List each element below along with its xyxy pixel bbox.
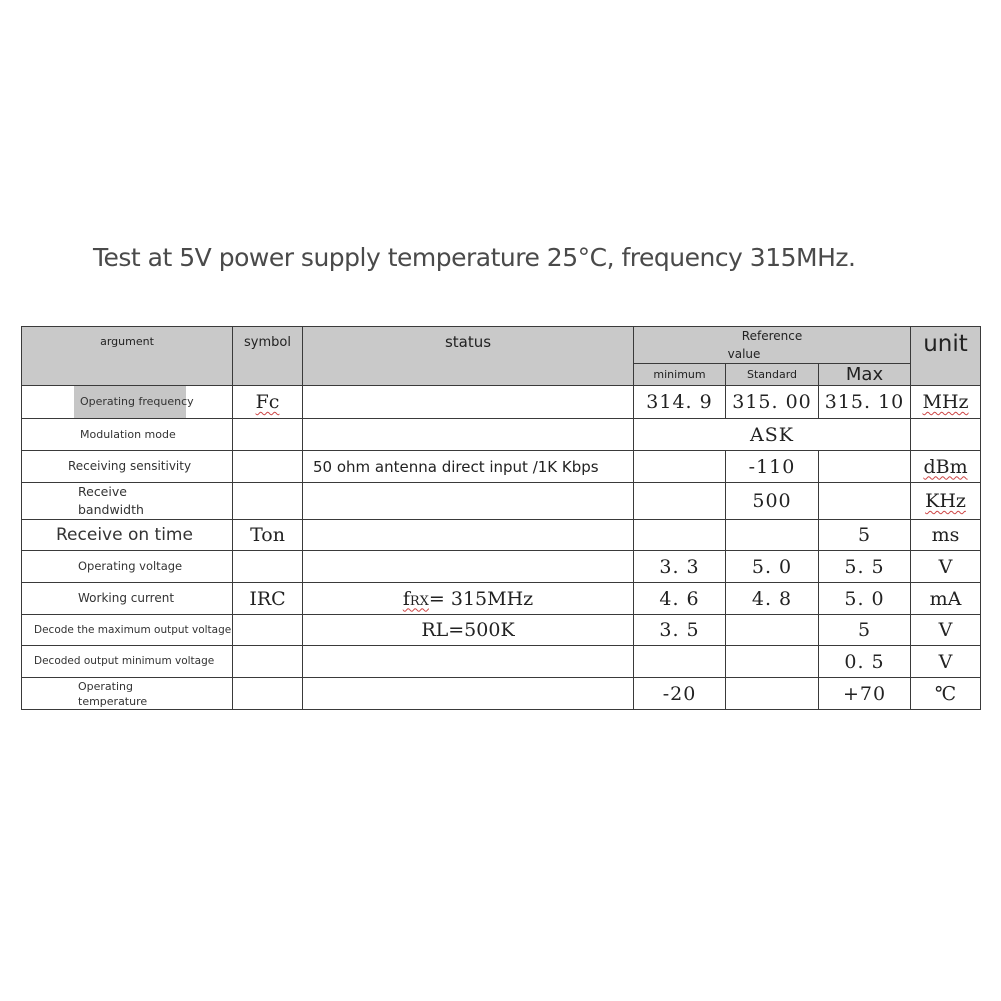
header-argument: argument xyxy=(22,327,233,386)
max-cell: 5 xyxy=(819,520,911,551)
header-minimum: minimum xyxy=(634,364,726,386)
unit-cell xyxy=(911,419,981,451)
header-unit: unit xyxy=(911,327,981,386)
min-cell: -20 xyxy=(634,678,726,710)
symbol-cell: IRC xyxy=(233,583,303,615)
standard-cell: 5. 0 xyxy=(726,551,819,583)
status-cell xyxy=(303,646,634,678)
max-cell: 5. 0 xyxy=(819,583,911,615)
standard-cell: 500 xyxy=(726,483,819,520)
status-cell: RL=500K xyxy=(303,615,634,646)
min-cell xyxy=(634,646,726,678)
min-cell: 4. 6 xyxy=(634,583,726,615)
header-status: status xyxy=(303,327,634,386)
standard-cell: -110 xyxy=(726,451,819,483)
header-max: Max xyxy=(819,364,911,386)
min-cell: 3. 3 xyxy=(634,551,726,583)
status-cell xyxy=(303,483,634,520)
status-cell: 50 ohm antenna direct input /1K Kbps xyxy=(303,451,634,483)
argument-cell: Operating temperature xyxy=(22,678,233,710)
header-row xyxy=(22,327,981,364)
symbol-cell xyxy=(233,451,303,483)
standard-cell: 4. 8 xyxy=(726,583,819,615)
min-cell xyxy=(634,520,726,551)
max-cell: +70 xyxy=(819,678,911,710)
max-cell: 5 xyxy=(819,615,911,646)
spec-table xyxy=(21,326,981,710)
symbol-cell: Fc xyxy=(233,386,303,419)
min-cell: 314. 9 xyxy=(634,386,726,419)
max-cell: 5. 5 xyxy=(819,551,911,583)
symbol-cell xyxy=(233,678,303,710)
symbol-cell xyxy=(233,419,303,451)
status-cell: fRX= 315MHz xyxy=(303,583,634,615)
unit-cell: V xyxy=(911,615,981,646)
symbol-cell xyxy=(233,551,303,583)
symbol-cell: Ton xyxy=(233,520,303,551)
table-row xyxy=(22,583,981,615)
status-cell xyxy=(303,678,634,710)
argument-cell: Working current xyxy=(22,583,233,615)
table-row xyxy=(22,386,981,419)
header-standard: Standard xyxy=(726,364,819,386)
reference-label-line1: Reference xyxy=(741,329,803,343)
argument-cell: Receive bandwidth xyxy=(22,483,233,520)
argument-cell: Receive on time xyxy=(22,520,233,551)
unit-cell: ℃ xyxy=(911,678,981,710)
page-title: Test at 5V power supply temperature 25°C, frequency 315MHz. xyxy=(93,243,856,272)
table-row xyxy=(22,451,981,483)
symbol-cell xyxy=(233,646,303,678)
status-cell xyxy=(303,419,634,451)
unit-cell: V xyxy=(911,551,981,583)
table-row xyxy=(22,678,981,710)
unit-cell: V xyxy=(911,646,981,678)
reference-label-line2: value xyxy=(727,347,761,361)
header-symbol: symbol xyxy=(233,327,303,386)
table-row xyxy=(22,615,981,646)
argument-cell: Modulation mode xyxy=(22,419,233,451)
standard-cell xyxy=(726,678,819,710)
unit-cell: KHz xyxy=(911,483,981,520)
standard-cell xyxy=(726,520,819,551)
min-cell xyxy=(634,451,726,483)
standard-cell xyxy=(726,646,819,678)
argument-cell: Operating frequency xyxy=(22,386,233,419)
max-cell xyxy=(819,483,911,520)
min-cell: 3. 5 xyxy=(634,615,726,646)
unit-cell: dBm xyxy=(911,451,981,483)
table-row xyxy=(22,646,981,678)
status-cell xyxy=(303,551,634,583)
argument-cell: Decode the maximum output voltage xyxy=(22,615,233,646)
argument-cell: Operating voltage xyxy=(22,551,233,583)
symbol-cell xyxy=(233,483,303,520)
table-row xyxy=(22,483,981,520)
max-cell: 315. 10 xyxy=(819,386,911,419)
table-row xyxy=(22,419,981,451)
symbol-cell xyxy=(233,615,303,646)
spec-table-container xyxy=(21,326,980,710)
argument-cell: Receiving sensitivity xyxy=(22,451,233,483)
unit-cell: MHz xyxy=(911,386,981,419)
argument-cell: Decoded output minimum voltage xyxy=(22,646,233,678)
standard-cell xyxy=(726,615,819,646)
max-cell xyxy=(819,451,911,483)
min-cell xyxy=(634,483,726,520)
max-cell: 0. 5 xyxy=(819,646,911,678)
value-cell: ASK xyxy=(634,419,911,451)
table-row xyxy=(22,551,981,583)
unit-cell: mA xyxy=(911,583,981,615)
status-cell xyxy=(303,386,634,419)
status-cell xyxy=(303,520,634,551)
table-row xyxy=(22,520,981,551)
unit-cell: ms xyxy=(911,520,981,551)
standard-cell: 315. 00 xyxy=(726,386,819,419)
header-reference-value xyxy=(634,327,911,364)
